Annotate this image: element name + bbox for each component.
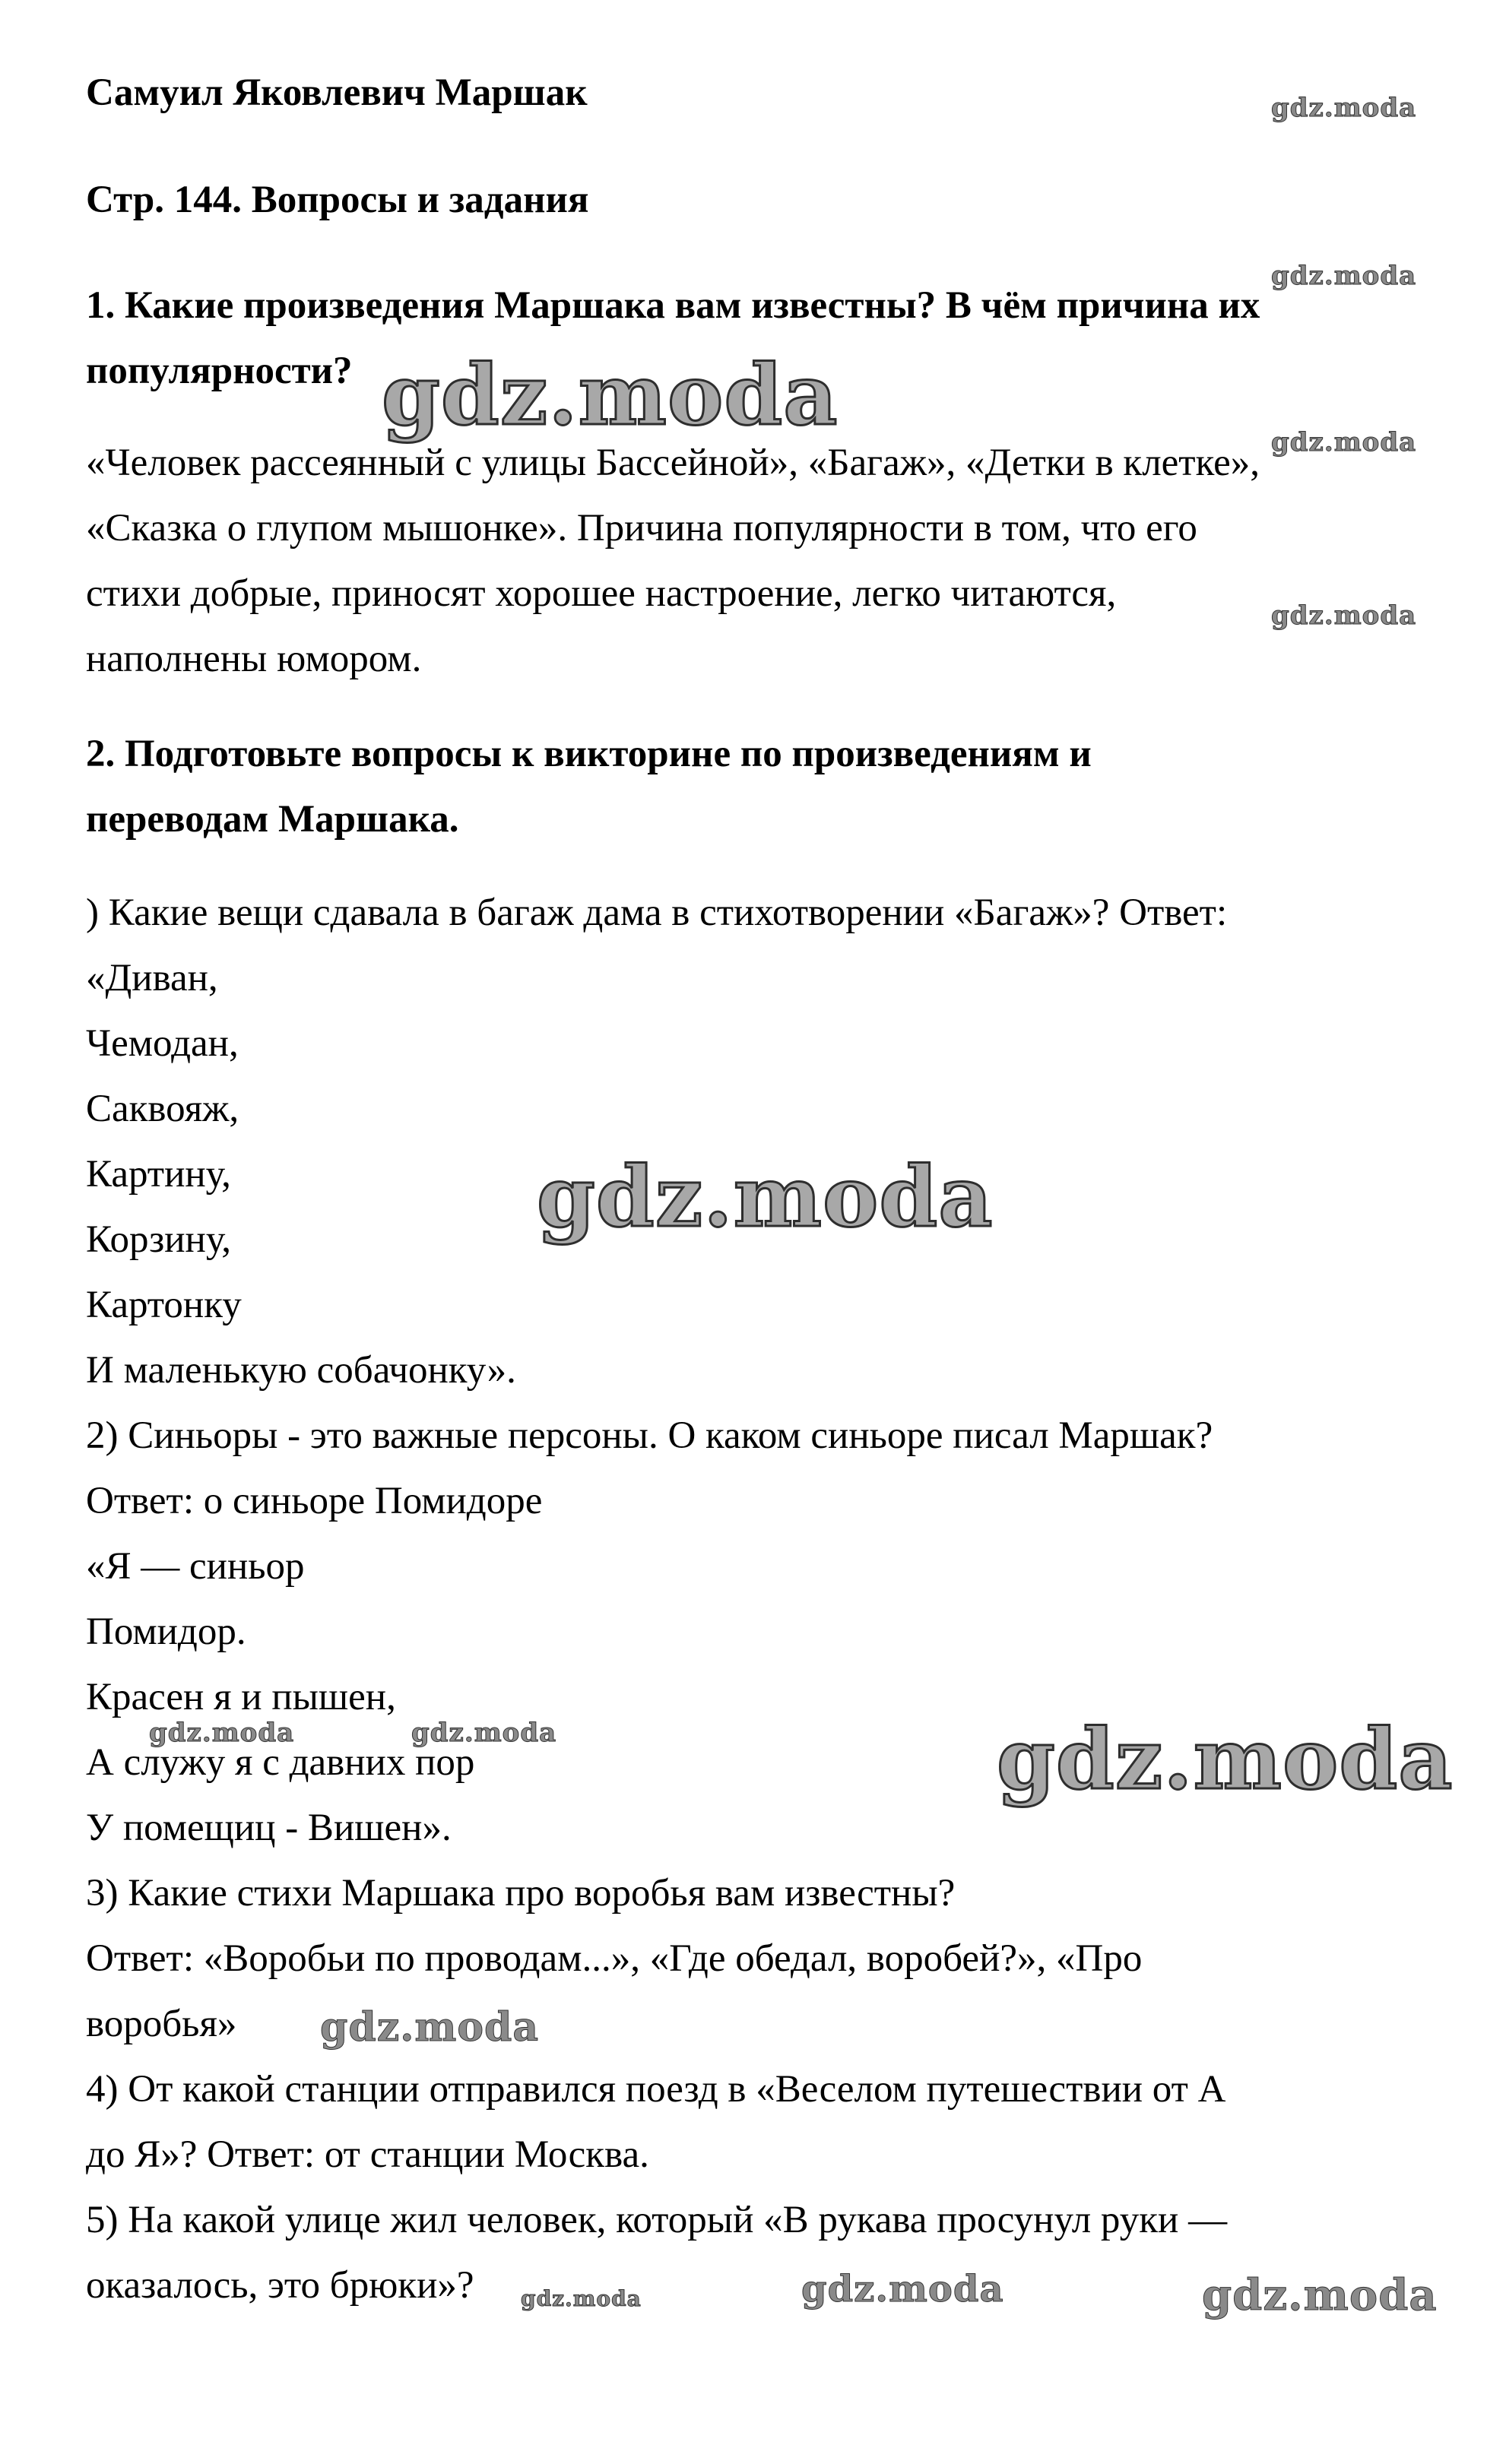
watermark: gdz.moda bbox=[1271, 93, 1417, 123]
answer-2-line: оказалось, это брюки»? bbox=[86, 2264, 474, 2307]
answer-2-line: 2) Синьоры - это важные персоны. О каком синьоре писал Маршак? bbox=[86, 1414, 1213, 1457]
watermark: gdz.moda bbox=[382, 346, 839, 444]
answer-2-line: ) Какие вещи сдавала в багаж дама в стихотворении «Багаж»? Ответ: bbox=[86, 892, 1228, 934]
answer-1-line: наполнены юмором. bbox=[86, 638, 422, 680]
answer-2-line: 3) Какие стихи Маршака про воробья вам известны? bbox=[86, 1872, 956, 1915]
answer-2-line: Картонку bbox=[86, 1284, 242, 1326]
answer-1-line: стихи добрые, приносят хорошее настроение, легко читаются, bbox=[86, 572, 1117, 615]
question-2-heading-line-1: 2. Подготовьте вопросы к викторине по произведениям и bbox=[86, 733, 1092, 775]
answer-2-line: до Я»? Ответ: от станции Москва. bbox=[86, 2133, 649, 2176]
question-2-heading-line-2: переводам Маршака. bbox=[86, 798, 459, 841]
watermark: gdz.moda bbox=[521, 2286, 642, 2311]
answer-2-line: «Диван, bbox=[86, 957, 218, 999]
watermark: gdz.moda bbox=[1271, 427, 1417, 458]
section-title: Стр. 144. Вопросы и задания bbox=[86, 179, 589, 221]
watermark: gdz.moda bbox=[320, 2004, 540, 2051]
answer-1-line: «Человек рассеянный с улицы Бассейной», «Багаж», «Детки в клетке», bbox=[86, 442, 1260, 484]
answer-2-line: Саквояж, bbox=[86, 1088, 239, 1130]
answer-2-line: И маленькую собачонку». bbox=[86, 1349, 516, 1392]
watermark: gdz.moda bbox=[1202, 2270, 1438, 2320]
answer-2-line: воробья» bbox=[86, 2003, 237, 2045]
question-1-heading-line-1: 1. Какие произведения Маршака вам известны? В чём причина их bbox=[86, 284, 1260, 327]
watermark: gdz.moda bbox=[1271, 261, 1417, 291]
author-title: Самуил Яковлевич Маршак bbox=[86, 71, 588, 114]
answer-2-line: Корзину, bbox=[86, 1218, 231, 1261]
answer-2-line: Чемодан, bbox=[86, 1022, 239, 1065]
question-1-heading-line-2: популярности? bbox=[86, 350, 353, 392]
answer-2-line: А служу я с давних пор bbox=[86, 1741, 475, 1784]
answer-2-line: 4) От какой станции отправился поезд в «Веселом путешествии от А bbox=[86, 2068, 1226, 2111]
answer-2-line: «Я — синьор bbox=[86, 1545, 305, 1588]
answer-2-line: Ответ: о синьоре Помидоре bbox=[86, 1480, 543, 1522]
watermark: gdz.moda bbox=[411, 1718, 557, 1748]
answer-2-line: Ответ: «Воробьи по проводам...», «Где обедал, воробей?», «Про bbox=[86, 1937, 1143, 1980]
answer-2-line: 5) На какой улице жил человек, который «В рукава просунул руки — bbox=[86, 2199, 1228, 2241]
watermark: gdz.moda bbox=[801, 2268, 1004, 2310]
answer-2-line: Картину, bbox=[86, 1153, 231, 1196]
watermark: gdz.moda bbox=[537, 1148, 994, 1246]
answer-2-line: Помидор. bbox=[86, 1610, 246, 1653]
watermark: gdz.moda bbox=[1271, 600, 1417, 631]
answer-1-line: «Сказка о глупом мышонке». Причина популярности в том, что его bbox=[86, 507, 1197, 549]
answer-2-line: Красен я и пышен, bbox=[86, 1676, 396, 1718]
answer-2-line: У помещиц - Вишен». bbox=[86, 1807, 452, 1849]
watermark: gdz.moda bbox=[997, 1710, 1454, 1808]
watermark: gdz.moda bbox=[149, 1718, 295, 1748]
